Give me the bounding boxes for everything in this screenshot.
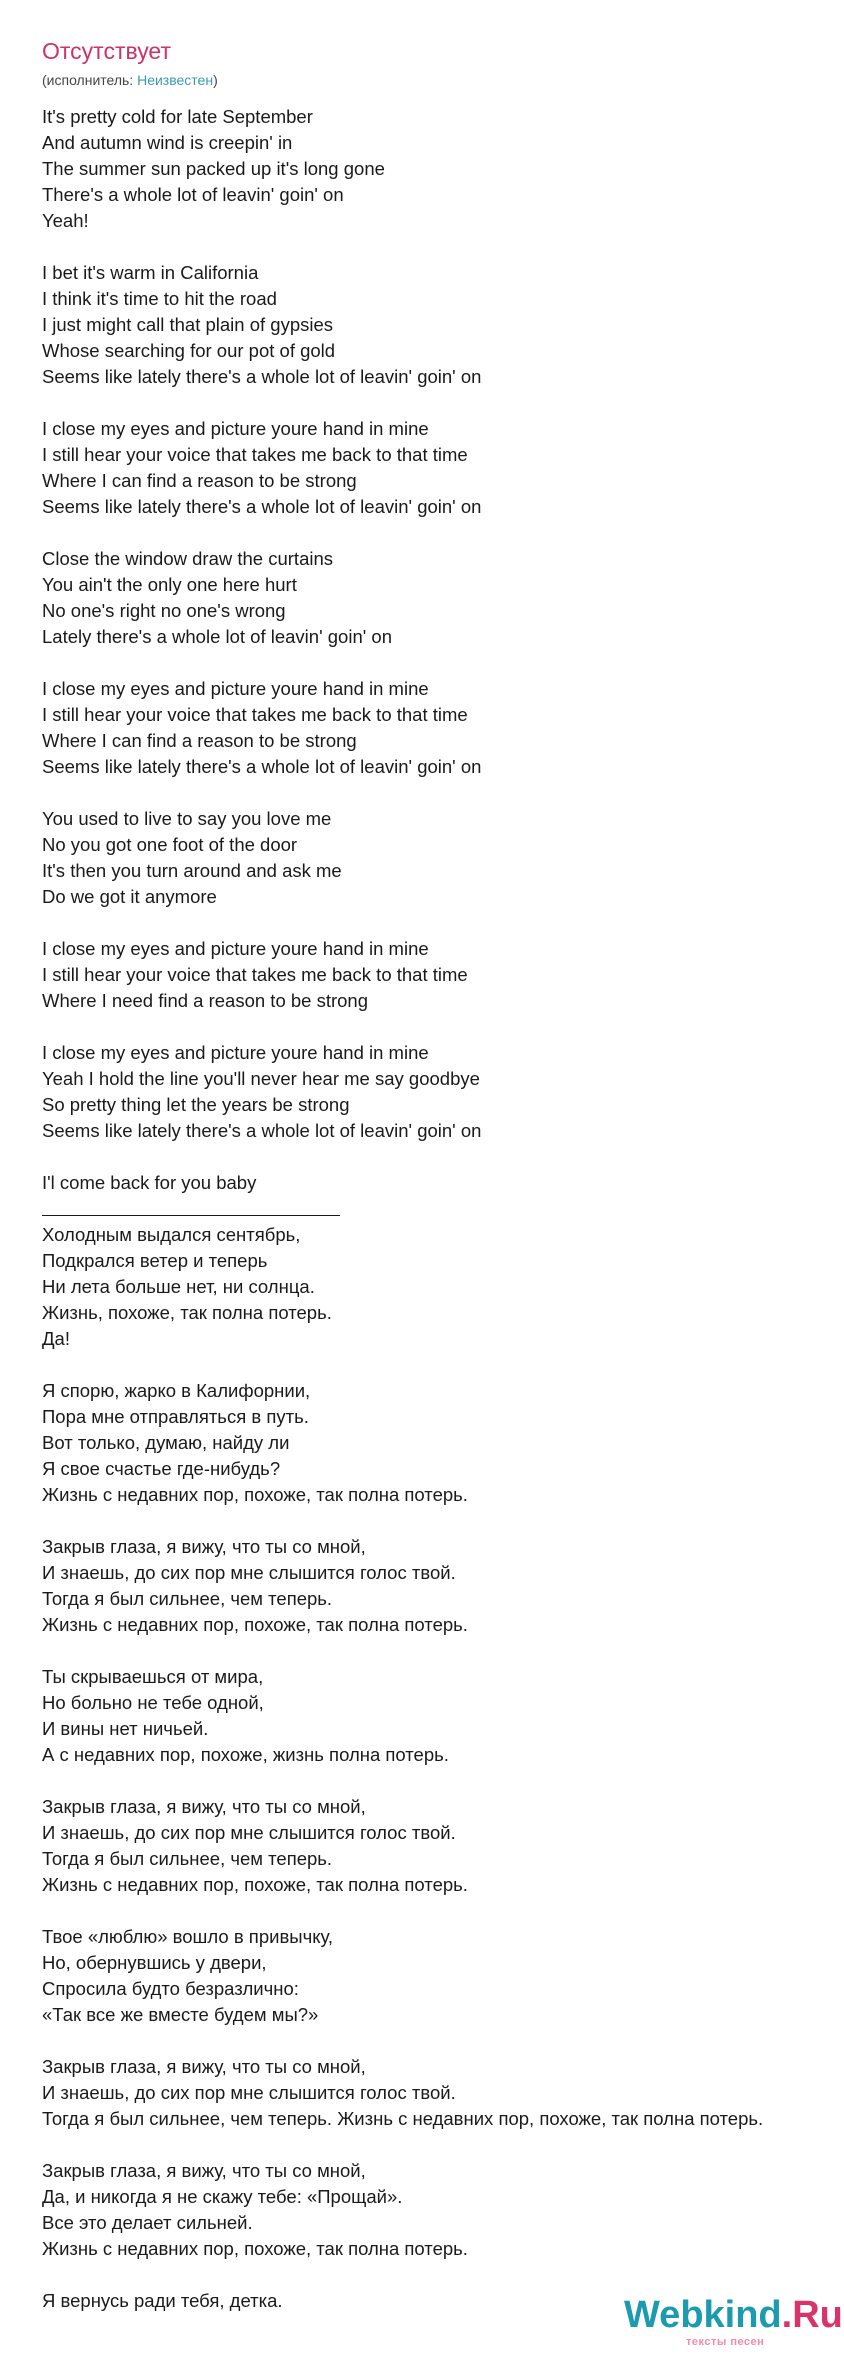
lyric-line: И вины нет ничьей. — [42, 1718, 209, 1739]
lyric-line: Whose searching for our pot of gold — [42, 340, 336, 361]
lyric-line: It's pretty cold for late September — [42, 106, 313, 127]
lyric-line: Тогда я был сильнее, чем теперь. Жизнь с недавних пор, похоже, так полна потерь. — [42, 2108, 764, 2129]
lyric-line: I think it's time to hit the road — [42, 288, 277, 309]
lyric-line: I still hear your voice that takes me back to that time — [42, 444, 468, 465]
artist-suffix: ) — [213, 72, 218, 88]
lyric-line: Да! — [42, 1328, 70, 1349]
lyric-line: I still hear your voice that takes me back to that time — [42, 964, 468, 985]
logo-web-text: Webkind — [624, 2294, 782, 2336]
song-title: Отсутствует — [42, 38, 171, 64]
lyric-line: I just might call that plain of gypsies — [42, 314, 334, 335]
lyric-line: I close my eyes and picture youre hand in mine — [42, 678, 429, 699]
stanza-break — [42, 1898, 842, 1924]
lyric-line: There's a whole lot of leavin' goin' on — [42, 184, 344, 205]
lyrics-text — [42, 104, 842, 2314]
lyric-line: Пора мне отправляться в путь. — [42, 1406, 309, 1427]
lyric-line: Жизнь, похоже, так полна потерь. — [42, 1302, 332, 1323]
lyric-line: Yeah I hold the line you'll never hear me say goodbye — [42, 1068, 480, 1089]
stanza-break — [42, 1768, 842, 1794]
stanza-break — [42, 910, 842, 936]
lyric-line: Закрыв глаза, я вижу, что ты со мной, — [42, 2160, 366, 2181]
lyric-line: Close the window draw the curtains — [42, 548, 334, 569]
lyric-line: И знаешь, до сих пор мне слышится голос твой. — [42, 1822, 456, 1843]
artist-link[interactable]: Неизвестен — [137, 72, 214, 88]
translation-separator — [42, 1196, 842, 1222]
lyric-line: Жизнь с недавних пор, похоже, так полна потерь. — [42, 1874, 468, 1895]
lyric-line: Все это делает сильней. — [42, 2212, 253, 2233]
lyric-line: Да, и никогда я не скажу тебе: «Прощай». — [42, 2186, 403, 2207]
lyric-line: Where I can find a reason to be strong — [42, 730, 357, 751]
lyric-line: Спросила будто безразлично: — [42, 1978, 299, 1999]
webkind-logo[interactable] — [624, 2293, 843, 2363]
lyric-line: Закрыв глаза, я вижу, что ты со мной, — [42, 2056, 366, 2077]
stanza-break — [42, 520, 842, 546]
lyric-line: Но, обернувшись у двери, — [42, 1952, 267, 1973]
stanza-break — [42, 2132, 842, 2158]
stanza-break — [42, 390, 842, 416]
lyric-line: I close my eyes and picture youre hand in mine — [42, 938, 429, 959]
lyric-line: Where I need find a reason to be strong — [42, 990, 369, 1011]
stanza-break — [42, 1638, 842, 1664]
lyric-line: I bet it's warm in California — [42, 262, 259, 283]
lyric-line: Yeah! — [42, 210, 89, 231]
lyric-line: Я вернусь ради тебя, детка. — [42, 2290, 283, 2311]
lyrics-original — [42, 104, 842, 1196]
lyric-line: I still hear your voice that takes me back to that time — [42, 704, 468, 725]
stanza-break — [42, 1014, 842, 1040]
stanza-break — [42, 780, 842, 806]
artist-line — [42, 71, 218, 89]
lyric-line: I close my eyes and picture youre hand in mine — [42, 1042, 429, 1063]
lyric-line: Вот только, думаю, найду ли — [42, 1432, 290, 1453]
lyric-line: And autumn wind is creepin' in — [42, 132, 293, 153]
lyric-line: No you got one foot of the door — [42, 834, 298, 855]
lyric-line: И знаешь, до сих пор мне слышится голос твой. — [42, 2082, 456, 2103]
lyric-line: Seems like lately there's a whole lot of leavin' goin' on — [42, 366, 482, 387]
lyric-line: Жизнь с недавних пор, похоже, так полна потерь. — [42, 2238, 468, 2259]
lyric-line: So pretty thing let the years be strong — [42, 1094, 350, 1115]
lyric-line: Lately there's a whole lot of leavin' goin' on — [42, 626, 392, 647]
lyric-line: Твое «люблю» вошло в привычку, — [42, 1926, 334, 1947]
lyric-line: Seems like lately there's a whole lot of leavin' goin' on — [42, 496, 482, 517]
lyric-line: Холодным выдался сентябрь, — [42, 1224, 301, 1245]
lyric-line: Тогда я был сильнее, чем теперь. — [42, 1588, 333, 1609]
lyric-line: Я свое счастье где-нибудь? — [42, 1458, 281, 1479]
lyric-line: Я спорю, жарко в Калифорнии, — [42, 1380, 311, 1401]
lyric-line: Жизнь с недавних пор, похоже, так полна потерь. — [42, 1614, 468, 1635]
stanza-break — [42, 2028, 842, 2054]
lyric-line: А с недавних пор, похоже, жизнь полна потерь. — [42, 1744, 449, 1765]
lyric-line: It's then you turn around and ask me — [42, 860, 342, 881]
stanza-break — [42, 1508, 842, 1534]
logo-ru-text: .Ru — [781, 2294, 843, 2336]
stanza-break — [42, 1352, 842, 1378]
lyric-line: The summer sun packed up it's long gone — [42, 158, 385, 179]
lyrics-translation — [42, 1222, 842, 2314]
page — [42, 0, 844, 2366]
lyric-line: Тогда я был сильнее, чем теперь. — [42, 1848, 333, 1869]
lyric-line: И знаешь, до сих пор мне слышится голос твой. — [42, 1562, 456, 1583]
lyric-line: Ни лета больше нет, ни солнца. — [42, 1276, 315, 1297]
stanza-break — [42, 234, 842, 260]
lyric-line: I close my eyes and picture youre hand in mine — [42, 418, 429, 439]
lyric-line: No one's right no one's wrong — [42, 600, 286, 621]
lyric-line: Закрыв глаза, я вижу, что ты со мной, — [42, 1536, 366, 1557]
logo-tagline: тексты песен — [686, 2336, 765, 2348]
lyric-line: Where I can find a reason to be strong — [42, 470, 357, 491]
lyric-line: Но больно не тебе одной, — [42, 1692, 264, 1713]
lyric-line: Seems like lately there's a whole lot of leavin' goin' on — [42, 756, 482, 777]
lyric-line: You used to live to say you love me — [42, 808, 332, 829]
stanza-break — [42, 650, 842, 676]
stanza-break — [42, 1144, 842, 1170]
logo-wordmark — [624, 2293, 843, 2337]
stanza-break — [42, 2262, 842, 2288]
lyric-line: Жизнь с недавних пор, похоже, так полна потерь. — [42, 1484, 468, 1505]
artist-prefix: (исполнитель: — [42, 72, 138, 88]
lyric-line: Закрыв глаза, я вижу, что ты со мной, — [42, 1796, 366, 1817]
lyric-line: «Так все же вместе будем мы?» — [42, 2004, 319, 2025]
lyric-line: Seems like lately there's a whole lot of leavin' goin' on — [42, 1120, 482, 1141]
lyric-line: Ты скрываешься от мира, — [42, 1666, 264, 1687]
lyric-line: Подкрался ветер и теперь — [42, 1250, 268, 1271]
lyric-line: You ain't the only one here hurt — [42, 574, 297, 595]
lyric-line: Do we got it anymore — [42, 886, 217, 907]
lyric-line: I'l come back for you baby — [42, 1172, 257, 1193]
